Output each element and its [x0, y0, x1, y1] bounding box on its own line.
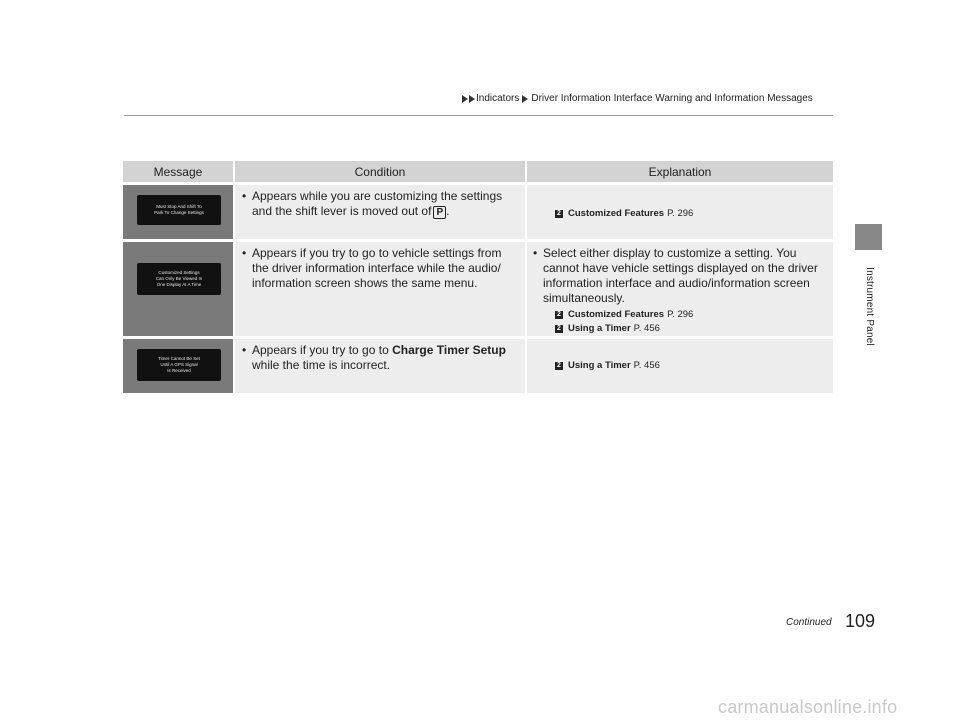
reference-page: P. 296 — [667, 309, 694, 320]
screen-text: Customized Settings Can Only Be Viewed In One Display At A Time — [155, 270, 203, 287]
reference-arrow-icon: 2 — [555, 325, 563, 333]
breadcrumb — [462, 93, 813, 104]
explanation-cell — [525, 242, 833, 336]
condition-text: while the time is incorrect. — [252, 358, 391, 372]
header-explanation: Explanation — [525, 161, 833, 182]
reference-link[interactable] — [533, 322, 825, 336]
condition-cell — [233, 339, 525, 393]
section-label-text: Instrument Panel — [863, 266, 875, 346]
condition-cell — [233, 185, 525, 239]
message-image — [123, 185, 233, 239]
reference-link[interactable] — [533, 359, 825, 373]
explanation-cell — [525, 185, 833, 239]
screen-text: Timer Cannot Be Set Until A GPS Signal Is Received — [158, 356, 200, 373]
reference-page: P. 456 — [633, 360, 660, 371]
table-row — [123, 185, 833, 239]
table-row — [123, 242, 833, 336]
bullet-icon: • — [242, 343, 247, 357]
condition-text: Appears while you are customizing the settings and the shift lever is moved out of — [252, 189, 503, 218]
bullet-icon: • — [533, 246, 538, 260]
park-p-icon: P — [433, 206, 446, 219]
breadcrumb-item[interactable]: Indicators — [476, 93, 520, 104]
reference-arrow-icon: 2 — [555, 210, 563, 218]
reference-title: Using a Timer — [568, 323, 631, 334]
table-header-row — [123, 161, 833, 182]
breadcrumb-item[interactable]: Driver Information Interface Warning and Information Messages — [531, 93, 813, 104]
arrow-icon — [522, 95, 528, 103]
header-message: Message — [123, 161, 233, 182]
continued-label: Continued — [786, 617, 832, 628]
reference-page: P. 296 — [667, 208, 694, 219]
condition-bold-text: Charge Timer Setup — [392, 343, 506, 357]
messages-table — [123, 158, 833, 396]
message-image — [123, 339, 233, 393]
condition-text: Appears if you try to go to — [252, 343, 389, 357]
condition-bullet — [242, 246, 517, 291]
header-rule — [124, 115, 833, 116]
table-row — [123, 339, 833, 393]
section-label — [849, 256, 889, 356]
reference-arrow-icon: 2 — [555, 311, 563, 319]
explanation-bullet — [533, 246, 825, 306]
condition-bullet — [242, 343, 517, 373]
header-condition: Condition — [233, 161, 525, 182]
screen-text: Must Stop And Shift To Park To Change Settings — [154, 204, 204, 215]
condition-text: Appears if you try to go to vehicle settings from the driver information interface while the audio/ information screen shows the same menu. — [252, 246, 502, 290]
reference-title: Using a Timer — [568, 360, 631, 371]
condition-cell — [233, 242, 525, 336]
reference-arrow-icon: 2 — [555, 362, 563, 370]
reference-title: Customized Features — [568, 208, 665, 219]
condition-bullet: • Appears while you are customizing the settings and the shift lever is moved out of P . — [242, 189, 503, 218]
bullet-icon: • — [242, 246, 247, 260]
bullet-icon: • — [242, 189, 247, 203]
reference-link[interactable] — [533, 207, 825, 221]
arrow-icon — [469, 95, 475, 103]
reference-page: P. 456 — [633, 323, 660, 334]
message-screen — [137, 349, 221, 381]
section-tab-marker — [855, 224, 882, 250]
watermark: carmanualsonline.info — [718, 697, 898, 717]
page-number: 109 — [845, 611, 876, 631]
explanation-text: Select either display to customize a setting. You cannot have vehicle settings displayed on the driver information interface and audio/information screen simultaneously. — [543, 246, 818, 305]
reference-title: Customized Features — [568, 309, 665, 320]
message-screen — [137, 195, 221, 225]
explanation-cell — [525, 339, 833, 393]
reference-link[interactable] — [533, 308, 825, 322]
message-image — [123, 242, 233, 336]
arrow-icon — [462, 95, 468, 103]
message-screen — [137, 263, 221, 295]
